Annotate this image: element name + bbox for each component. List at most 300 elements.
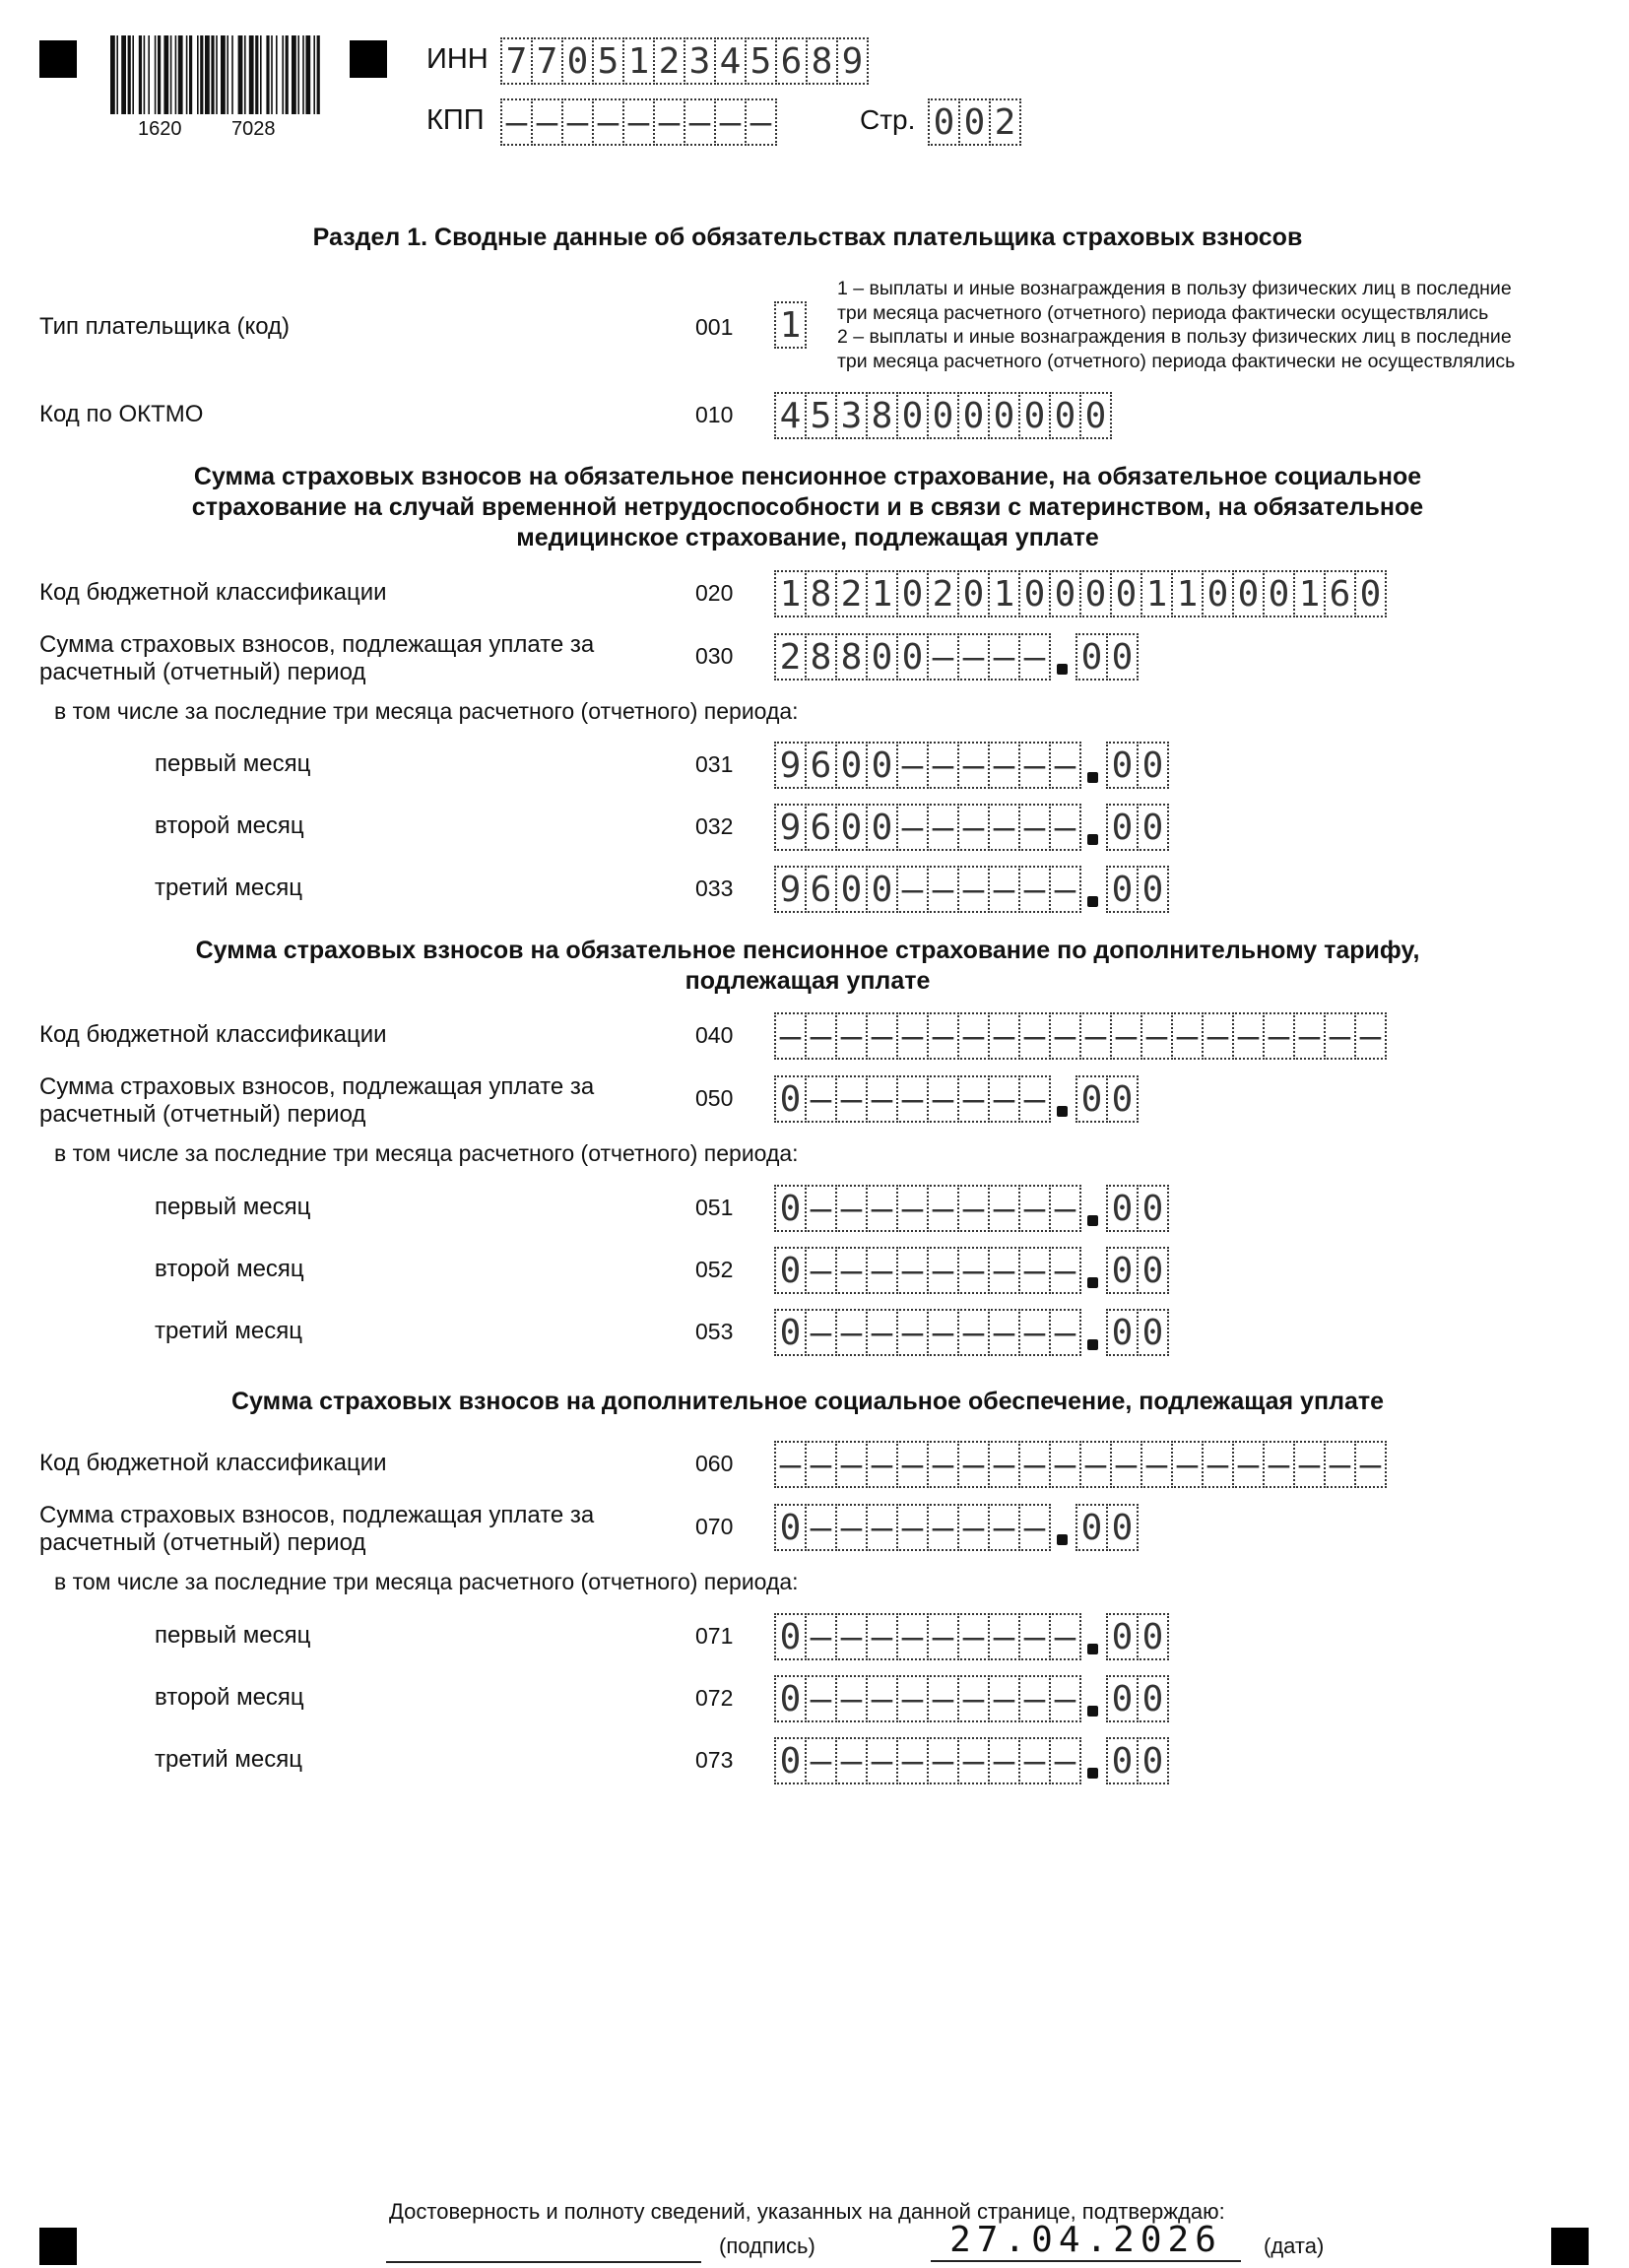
digit-cell: 0 <box>1137 742 1169 789</box>
digit-cell: – <box>561 98 594 146</box>
digit-cell: – <box>805 1613 837 1660</box>
digit-cell: – <box>927 866 959 913</box>
sum-field[interactable] <box>774 633 1137 680</box>
digit-cell: – <box>896 1737 929 1784</box>
digit-cell: – <box>805 1675 837 1722</box>
digit-cell: 1 <box>1171 570 1204 617</box>
digit-cell: 0 <box>1137 1309 1169 1356</box>
sum-code: 030 <box>695 643 734 669</box>
digit-cell: – <box>1049 1613 1081 1660</box>
month-1-field[interactable] <box>774 1613 1167 1660</box>
month-3-field[interactable] <box>774 866 1167 913</box>
kbk-label: Код бюджетной классификации <box>39 579 387 606</box>
digit-cell: 6 <box>805 804 837 851</box>
month-2-label: второй месяц <box>155 1684 304 1711</box>
digit-cell: 0 <box>1075 1075 1108 1123</box>
barcode-number-left: 1620 <box>138 118 182 140</box>
block-2-title <box>79 936 1536 997</box>
digit-cell: – <box>1018 1185 1051 1232</box>
title-line: Сумма страховых взносов на обязательное пенсионное страхование по дополнительному тарифу, <box>195 937 1420 964</box>
barcode-bar <box>211 35 214 114</box>
digit-cell: 0 <box>896 392 929 439</box>
barcode-bar <box>216 35 218 114</box>
decimal-point <box>1079 1247 1106 1294</box>
digit-cell: – <box>1232 1012 1265 1060</box>
digit-cell: 0 <box>774 1675 807 1722</box>
digit-cell: 0 <box>866 866 898 913</box>
barcode-bar <box>139 35 142 114</box>
oktmo-code: 010 <box>695 402 734 427</box>
digit-cell: – <box>1263 1441 1295 1488</box>
digit-cell: – <box>988 1737 1020 1784</box>
digit-cell: – <box>866 1012 898 1060</box>
sum-label <box>39 631 594 686</box>
corner-marker-top-left <box>39 40 77 78</box>
barcode-bar <box>189 35 192 114</box>
digit-cell: 6 <box>1324 570 1356 617</box>
digit-cell: – <box>927 1613 959 1660</box>
page-number-field[interactable] <box>928 98 1019 146</box>
digit-cell: 0 <box>1106 1675 1139 1722</box>
digit-cell: – <box>835 1185 868 1232</box>
barcode-bar <box>282 35 284 114</box>
digit-cell: 0 <box>1106 1613 1139 1660</box>
digit-cell: 0 <box>1137 1675 1169 1722</box>
digit-cell: – <box>1110 1012 1142 1060</box>
digit-cell: 0 <box>1137 804 1169 851</box>
barcode-bar <box>297 35 299 114</box>
digit-cell: – <box>988 1613 1020 1660</box>
digit-cell: – <box>1324 1012 1356 1060</box>
digit-cell: 0 <box>1137 1247 1169 1294</box>
digit-cell: – <box>957 1247 990 1294</box>
digit-cell: 0 <box>1106 1737 1139 1784</box>
oktmo-field[interactable] <box>774 392 1110 439</box>
digit-cell: – <box>957 633 990 680</box>
sum-label-line: Сумма страховых взносов, подлежащая уплате за <box>39 1502 595 1528</box>
inn-field[interactable] <box>500 37 867 85</box>
digit-cell: 6 <box>805 866 837 913</box>
signature-label: (подпись) <box>719 2234 815 2258</box>
month-2-code: 032 <box>695 813 734 839</box>
digit-cell: – <box>896 1675 929 1722</box>
digit-cell: – <box>1293 1441 1326 1488</box>
digit-cell: 0 <box>835 804 868 851</box>
digit-cell: – <box>1049 1012 1081 1060</box>
barcode-bar <box>276 35 278 114</box>
confirm-text: Достоверность и полноту сведений, указанных на данной странице, подтверждаю: <box>389 2199 1225 2224</box>
legend-line: 2 – выплаты и иные вознаграждения в пользу физических лиц в последние <box>837 326 1512 348</box>
digit-cell: – <box>774 1012 807 1060</box>
digit-cell: 3 <box>684 37 716 85</box>
digit-cell: – <box>1079 1441 1112 1488</box>
corner-marker-top-right <box>350 40 387 78</box>
kbk-label: Код бюджетной классификации <box>39 1021 387 1048</box>
digit-cell: – <box>1202 1441 1234 1488</box>
digit-cell: – <box>805 1737 837 1784</box>
digit-cell: 0 <box>957 392 990 439</box>
digit-cell: 0 <box>866 633 898 680</box>
digit-cell: 0 <box>774 1504 807 1551</box>
digit-cell: 9 <box>774 742 807 789</box>
barcode-bar <box>175 35 177 114</box>
digit-cell: – <box>1049 1675 1081 1722</box>
month-3-label: третий месяц <box>155 1318 302 1344</box>
barcode-bar <box>121 35 126 114</box>
month-1-label: первый месяц <box>155 750 311 777</box>
month-3-label: третий месяц <box>155 1746 302 1773</box>
sum-label <box>39 1073 594 1129</box>
digit-cell: – <box>1140 1012 1173 1060</box>
digit-cell: – <box>896 1185 929 1232</box>
digit-cell: – <box>988 1675 1020 1722</box>
kbk-label: Код бюджетной классификации <box>39 1450 387 1476</box>
digit-cell: 0 <box>1106 804 1139 851</box>
sum-label-line: Сумма страховых взносов, подлежащая уплате за <box>39 631 595 658</box>
barcode-bar <box>178 35 183 114</box>
corner-marker-bottom-right <box>1551 2228 1589 2265</box>
block-3-title <box>79 1387 1536 1417</box>
digit-cell: – <box>927 1185 959 1232</box>
digit-cell: 2 <box>835 570 868 617</box>
month-1-code: 031 <box>695 751 734 777</box>
digit-cell: – <box>927 1675 959 1722</box>
decimal-point <box>1079 1737 1106 1784</box>
barcode-bar <box>260 35 262 114</box>
digit-cell: – <box>957 804 990 851</box>
digit-cell: – <box>896 1613 929 1660</box>
digit-cell: 0 <box>774 1075 807 1123</box>
sum-label-line: расчетный (отчетный) период <box>39 659 366 685</box>
digit-cell: – <box>1049 866 1081 913</box>
kpp-label: КПП <box>426 104 485 136</box>
digit-cell: – <box>896 1075 929 1123</box>
digit-cell: – <box>988 1012 1020 1060</box>
sum-field[interactable] <box>774 1504 1137 1551</box>
digit-cell: 0 <box>1106 1075 1139 1123</box>
month-1-code: 051 <box>695 1195 734 1220</box>
barcode-bar <box>292 35 296 114</box>
digit-cell: – <box>866 1441 898 1488</box>
digit-cell: – <box>1018 1012 1051 1060</box>
digit-cell: 0 <box>774 1613 807 1660</box>
barcode-bar <box>197 35 199 114</box>
digit-cell: 9 <box>774 804 807 851</box>
title-line: Сумма страховых взносов на обязательное пенсионное страхование, на обязательное социальное <box>193 463 1422 490</box>
digit-cell: 0 <box>1110 570 1142 617</box>
block-1-title <box>79 462 1536 553</box>
digit-cell: – <box>805 1012 837 1060</box>
digit-cell: – <box>866 1075 898 1123</box>
digit-cell: – <box>988 1441 1020 1488</box>
month-3-code: 033 <box>695 875 734 901</box>
barcode-bar <box>128 35 131 114</box>
month-2-label: второй месяц <box>155 1256 304 1282</box>
kbk-field[interactable] <box>774 1012 1385 1060</box>
digit-cell: 0 <box>1202 570 1234 617</box>
barcode-bar <box>231 35 233 114</box>
digit-cell: – <box>957 1504 990 1551</box>
digit-cell: – <box>1049 1309 1081 1356</box>
sum-label <box>39 1502 594 1557</box>
barcode-bar <box>305 35 310 114</box>
digit-cell: 2 <box>927 570 959 617</box>
barcode-bar <box>132 35 134 114</box>
digit-cell: – <box>805 1185 837 1232</box>
digit-cell: 0 <box>957 570 990 617</box>
barcode <box>110 35 321 114</box>
digit-cell: – <box>957 1012 990 1060</box>
barcode-bar <box>158 35 161 114</box>
digit-cell: – <box>1232 1441 1265 1488</box>
month-3-code: 053 <box>695 1319 734 1344</box>
month-2-field[interactable] <box>774 1675 1167 1722</box>
digit-cell: – <box>1018 1441 1051 1488</box>
month-1-code: 071 <box>695 1623 734 1649</box>
digit-cell: – <box>835 1675 868 1722</box>
digit-cell: – <box>866 1737 898 1784</box>
month-2-field[interactable] <box>774 804 1167 851</box>
digit-cell: – <box>1171 1441 1204 1488</box>
barcode-bar <box>302 35 304 114</box>
digit-cell: 0 <box>1106 1309 1139 1356</box>
digit-cell: – <box>957 1185 990 1232</box>
decimal-point <box>1079 1309 1106 1356</box>
month-1-field[interactable] <box>774 1185 1167 1232</box>
payer-type-label: Тип плательщика (код) <box>39 313 291 340</box>
digit-cell: – <box>805 1441 837 1488</box>
digit-cell: – <box>927 1441 959 1488</box>
sum-label-line: расчетный (отчетный) период <box>39 1101 366 1128</box>
month-2-code: 072 <box>695 1685 734 1711</box>
digit-cell: 0 <box>866 742 898 789</box>
barcode-bar <box>170 35 172 114</box>
digit-cell: 0 <box>1079 570 1112 617</box>
sum-field[interactable] <box>774 1075 1137 1123</box>
digit-cell: – <box>988 804 1020 851</box>
month-2-code: 052 <box>695 1257 734 1282</box>
barcode-bar <box>155 35 157 114</box>
kpp-field[interactable] <box>500 98 775 146</box>
digit-cell: – <box>927 742 959 789</box>
sum-label-line: Сумма страховых взносов, подлежащая уплате за <box>39 1073 595 1100</box>
payer-type-legend <box>837 277 1515 373</box>
digit-cell: – <box>835 1613 868 1660</box>
payer-type-field[interactable] <box>774 301 805 349</box>
barcode-bar <box>255 35 258 114</box>
sum-code: 070 <box>695 1514 734 1539</box>
digit-cell: – <box>927 1504 959 1551</box>
digit-cell: 4 <box>774 392 807 439</box>
digit-cell: – <box>927 1309 959 1356</box>
digit-cell: – <box>927 1075 959 1123</box>
digit-cell: 3 <box>835 392 868 439</box>
decimal-point <box>1049 1504 1075 1551</box>
decimal-point <box>1079 1675 1106 1722</box>
barcode-bar <box>244 35 246 114</box>
digit-cell: 0 <box>896 570 929 617</box>
digit-cell: – <box>1202 1012 1234 1060</box>
digit-cell: – <box>1049 1247 1081 1294</box>
kbk-code: 040 <box>695 1022 734 1048</box>
legend-line: 1 – выплаты и иные вознаграждения в пользу физических лиц в последние <box>837 278 1512 299</box>
digit-cell: – <box>1018 1613 1051 1660</box>
digit-cell: 2 <box>989 98 1021 146</box>
barcode-bar <box>238 35 243 114</box>
digit-cell: 8 <box>866 392 898 439</box>
digit-cell: – <box>1018 633 1051 680</box>
digit-cell: 0 <box>1018 570 1051 617</box>
barcode-bar <box>227 35 228 114</box>
months-label: в том числе за последние три месяца расчетного (отчетного) периода: <box>54 1140 799 1166</box>
digit-cell: – <box>1354 1441 1387 1488</box>
digit-cell: – <box>1263 1012 1295 1060</box>
digit-cell: – <box>684 98 716 146</box>
digit-cell: – <box>896 804 929 851</box>
digit-cell: 0 <box>928 98 960 146</box>
digit-cell: 0 <box>927 392 959 439</box>
digit-cell: 7 <box>531 37 563 85</box>
digit-cell: 8 <box>805 570 837 617</box>
digit-cell: 0 <box>835 742 868 789</box>
digit-cell: – <box>988 1247 1020 1294</box>
digit-cell: – <box>957 1613 990 1660</box>
digit-cell: – <box>835 1012 868 1060</box>
digit-cell: 0 <box>1106 633 1139 680</box>
digit-cell: 2 <box>774 633 807 680</box>
digit-cell: – <box>988 866 1020 913</box>
month-2-label: второй месяц <box>155 812 304 839</box>
digit-cell: 0 <box>1263 570 1295 617</box>
month-3-field[interactable] <box>774 1309 1167 1356</box>
payer-type-code: 001 <box>695 314 734 340</box>
digit-cell: – <box>866 1675 898 1722</box>
digit-cell: 0 <box>1049 392 1081 439</box>
digit-cell: – <box>1293 1012 1326 1060</box>
title-line: медицинское страхование, подлежащая уплате <box>516 524 1099 551</box>
digit-cell: 0 <box>1079 392 1112 439</box>
oktmo-label: Код по ОКТМО <box>39 401 204 427</box>
digit-cell: 1 <box>1293 570 1326 617</box>
digit-cell: 0 <box>835 866 868 913</box>
digit-cell: – <box>835 1504 868 1551</box>
digit-cell: – <box>988 1185 1020 1232</box>
decimal-point <box>1079 1185 1106 1232</box>
digit-cell: – <box>805 1504 837 1551</box>
digit-cell: – <box>653 98 685 146</box>
digit-cell: 0 <box>1106 866 1139 913</box>
digit-cell: – <box>866 1247 898 1294</box>
digit-cell: 0 <box>1049 570 1081 617</box>
digit-cell: – <box>1018 742 1051 789</box>
digit-cell: – <box>1049 1185 1081 1232</box>
digit-cell: 0 <box>1106 1247 1139 1294</box>
kbk-field[interactable] <box>774 570 1385 617</box>
digit-cell: – <box>896 1504 929 1551</box>
digit-cell: – <box>835 1737 868 1784</box>
digit-cell: – <box>988 1075 1020 1123</box>
digit-cell: 0 <box>1106 1504 1139 1551</box>
month-2-field[interactable] <box>774 1247 1167 1294</box>
digit-cell: – <box>1018 1737 1051 1784</box>
digit-cell: – <box>1324 1441 1356 1488</box>
digit-cell: – <box>896 1012 929 1060</box>
digit-cell: – <box>1171 1012 1204 1060</box>
digit-cell: – <box>1110 1441 1142 1488</box>
barcode-bar <box>286 35 289 114</box>
digit-cell: – <box>805 1075 837 1123</box>
digit-cell: 0 <box>774 1309 807 1356</box>
digit-cell: – <box>1049 1737 1081 1784</box>
month-1-label: первый месяц <box>155 1622 311 1649</box>
barcode-bar <box>271 35 273 114</box>
digit-cell: 9 <box>836 37 869 85</box>
date-field[interactable]: 27.04.2026 <box>931 2221 1241 2262</box>
months-label: в том числе за последние три месяца расчетного (отчетного) периода: <box>54 1569 799 1594</box>
page-label: Стр. <box>860 104 916 135</box>
digit-cell: 0 <box>561 37 594 85</box>
title-line: подлежащая уплате <box>684 967 931 995</box>
digit-cell: – <box>622 98 655 146</box>
digit-cell: – <box>1018 866 1051 913</box>
barcode-number-right: 7028 <box>231 118 276 140</box>
decimal-point <box>1079 866 1106 913</box>
digit-cell: – <box>866 1309 898 1356</box>
month-3-field[interactable] <box>774 1737 1167 1784</box>
digit-cell: – <box>1049 742 1081 789</box>
digit-cell: – <box>714 98 747 146</box>
digit-cell: 1 <box>622 37 655 85</box>
kbk-field[interactable] <box>774 1441 1385 1488</box>
digit-cell: 7 <box>500 37 533 85</box>
decimal-point <box>1079 742 1106 789</box>
digit-cell: – <box>927 1247 959 1294</box>
digit-cell: – <box>835 1309 868 1356</box>
digit-cell: – <box>835 1441 868 1488</box>
month-3-code: 073 <box>695 1747 734 1773</box>
barcode-bar <box>266 35 269 114</box>
digit-cell: 0 <box>1075 1504 1108 1551</box>
digit-cell: – <box>988 1504 1020 1551</box>
digit-cell: – <box>500 98 533 146</box>
decimal-point <box>1049 633 1075 680</box>
barcode-bar <box>249 35 254 114</box>
barcode-bar <box>317 35 320 114</box>
digit-cell: – <box>896 866 929 913</box>
section-title: Раздел 1. Сводные данные об обязательствах плательщика страховых взносов <box>312 224 1303 251</box>
digit-cell: 8 <box>806 37 838 85</box>
date-label: (дата) <box>1264 2234 1325 2258</box>
digit-cell: – <box>896 1247 929 1294</box>
digit-cell: – <box>1018 1675 1051 1722</box>
digit-cell: – <box>835 1247 868 1294</box>
sum-label-line: расчетный (отчетный) период <box>39 1529 366 1556</box>
digit-cell: 8 <box>835 633 868 680</box>
digit-cell: 1 <box>866 570 898 617</box>
digit-cell: – <box>957 742 990 789</box>
barcode-bar <box>186 35 188 114</box>
digit-cell: – <box>957 866 990 913</box>
month-1-field[interactable] <box>774 742 1167 789</box>
digit-cell: 1 <box>1140 570 1173 617</box>
digit-cell: 0 <box>988 392 1020 439</box>
digit-cell: 0 <box>774 1737 807 1784</box>
kbk-code: 060 <box>695 1451 734 1476</box>
digit-cell: 1 <box>988 570 1020 617</box>
signature-line[interactable] <box>386 2261 701 2263</box>
decimal-point <box>1049 1075 1075 1123</box>
digit-cell: 0 <box>774 1185 807 1232</box>
